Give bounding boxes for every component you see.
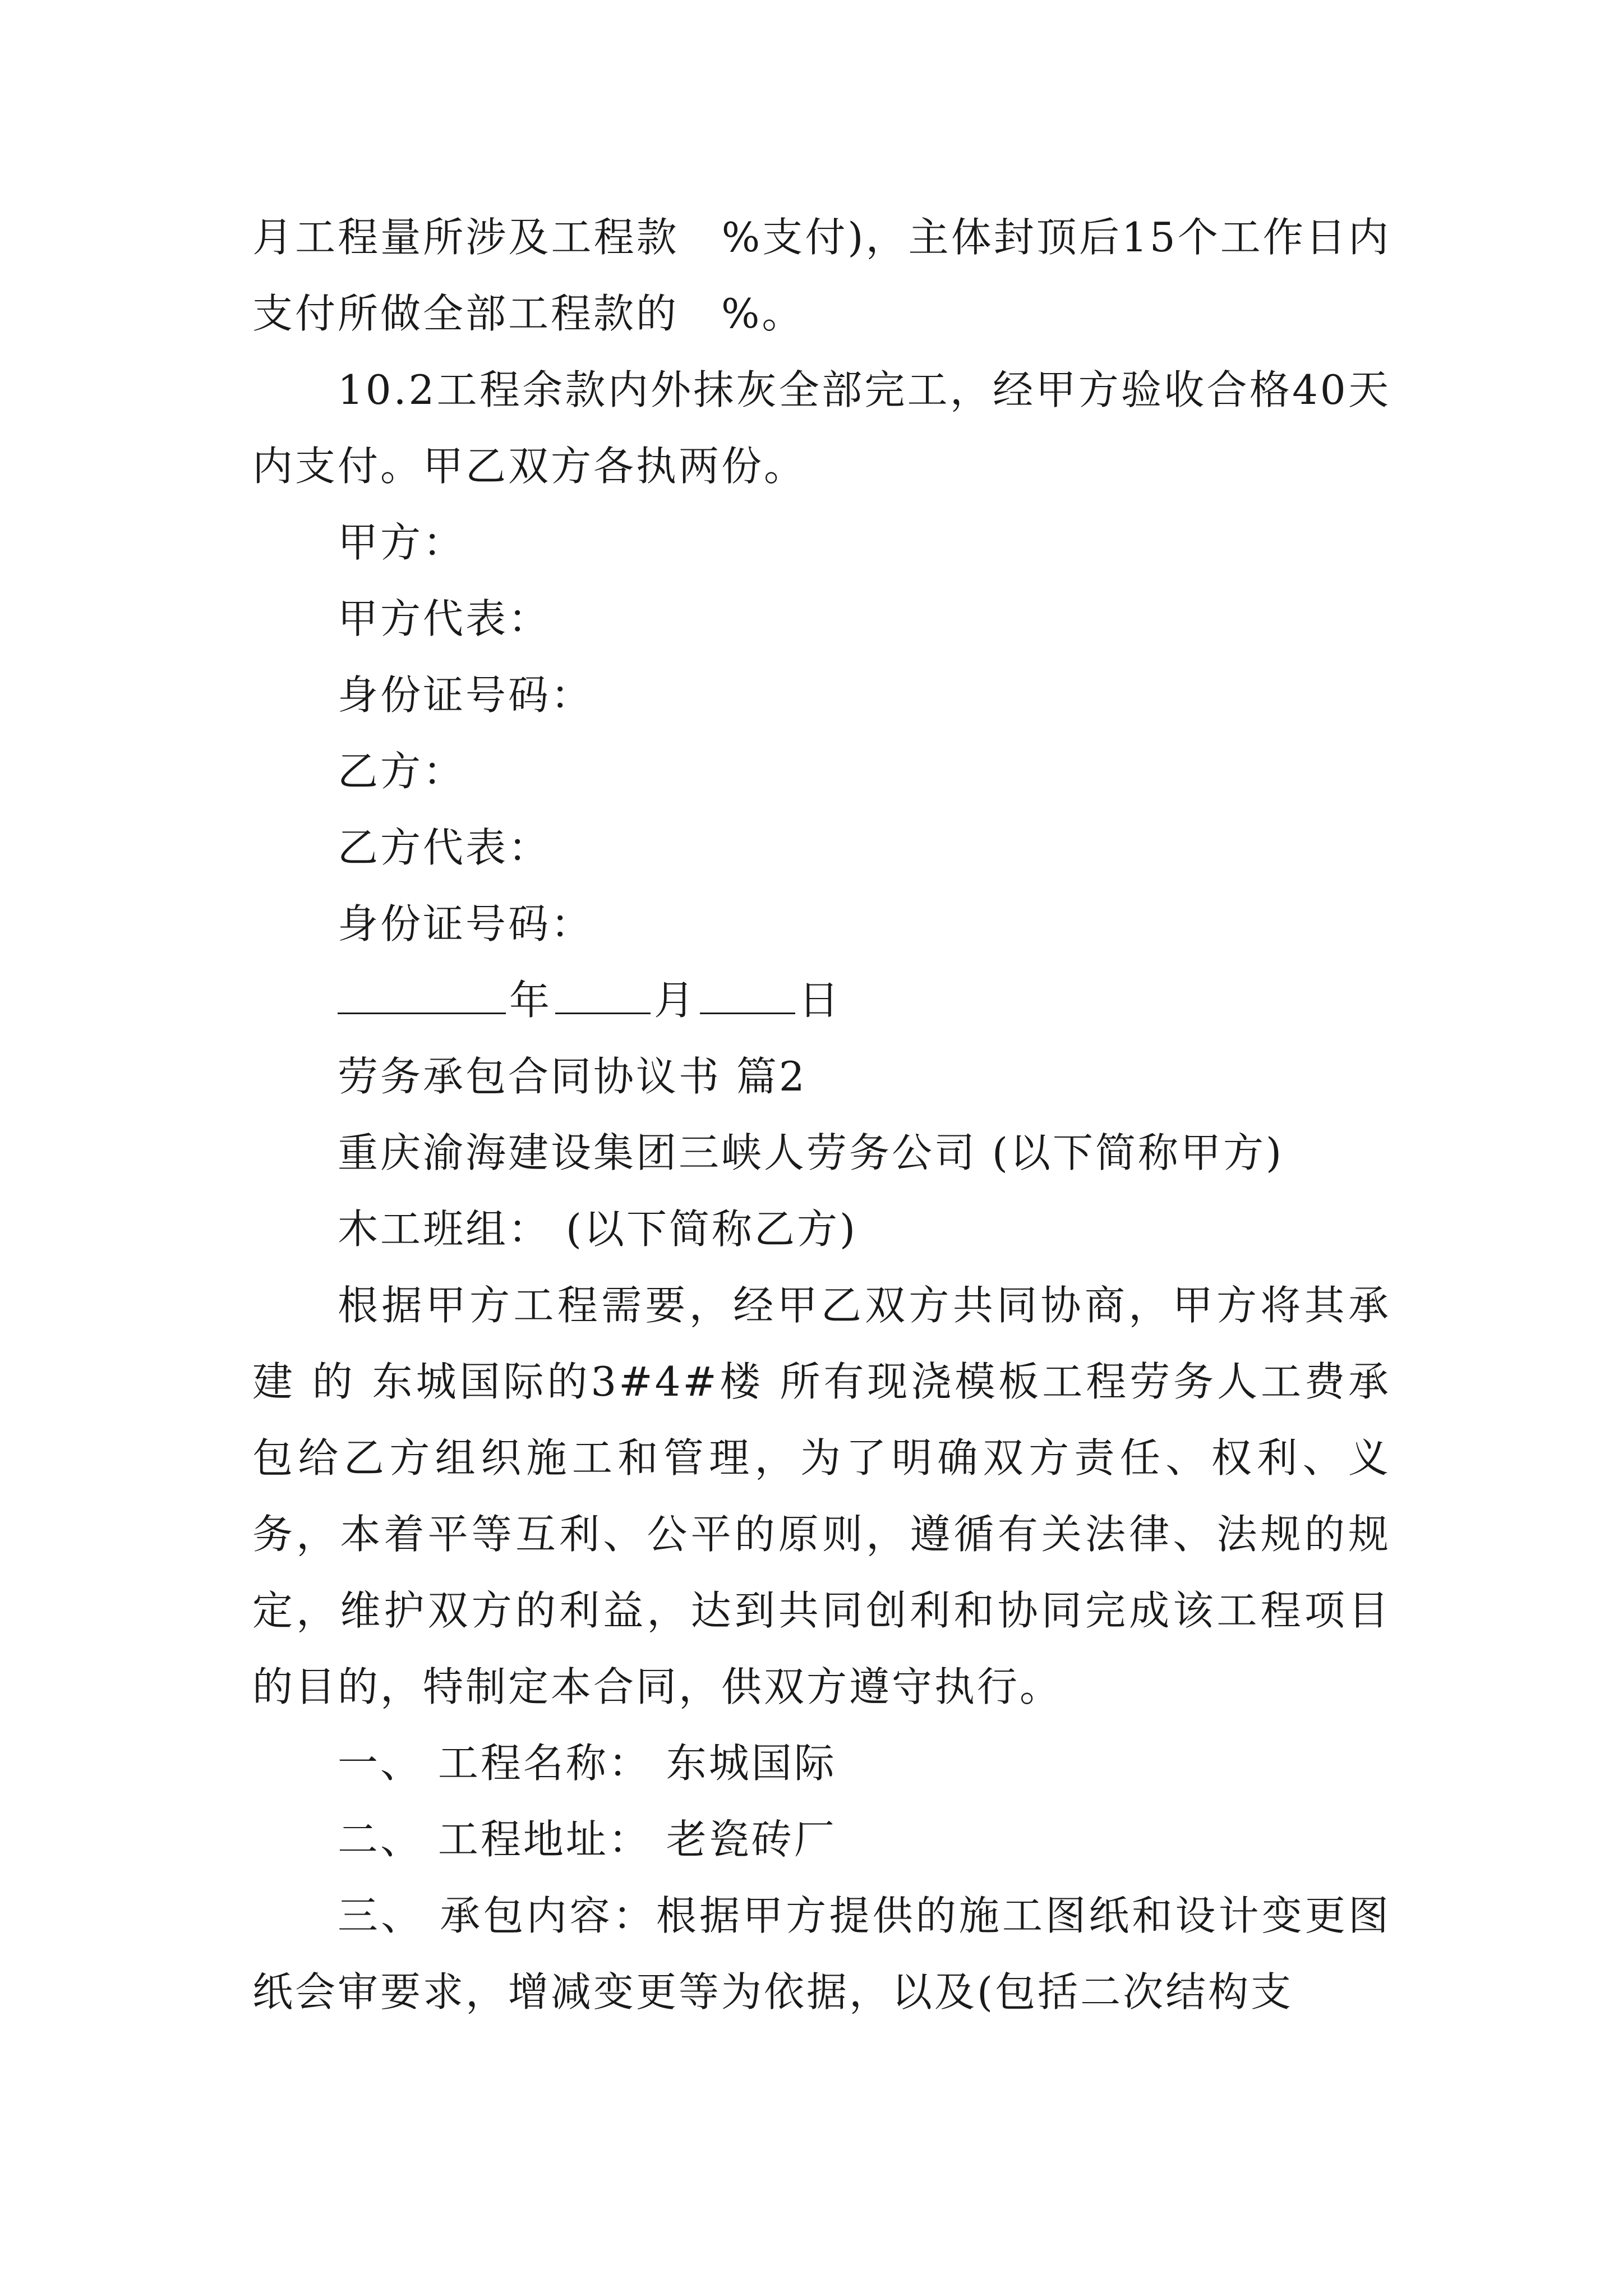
paragraph-agreement-basis: 根据甲方工程需要，经甲乙双方共同协商，甲方将其承建 的 东城国际的3#4#楼 所有现浇模板工程劳务人工费承包给乙方组织施工和管理，为了明确双方责任、权利、义务，本着平等互利、公平的原则，遵循有关法律、法规的规定，维护双方的利益，达到共同创利和协同完成该工程项目的目的，特制定本合同，供双方遵守执行。 — [252, 1282, 1391, 1710]
party-a-name: 重庆渝海建设集团三峡人劳务公司 (以下简称甲方) — [338, 1129, 1284, 1176]
month-label: 月 — [654, 977, 697, 1024]
year-blank — [338, 968, 506, 1014]
day-blank — [700, 968, 795, 1014]
paragraph-final-payment: 10.2工程余款内外抹灰全部完工，经甲方验收合格40天内支付。甲乙双方各执两份。 — [252, 366, 1391, 490]
clause-project-name: 一、 工程名称： 东城国际 — [338, 1740, 837, 1787]
party-a-representative-label: 甲方代表： — [338, 595, 551, 642]
date-line — [252, 962, 1391, 1038]
section-title: 劳务承包合同协议书 篇2 — [338, 1053, 807, 1100]
party-a-id-label: 身份证号码： — [338, 671, 594, 719]
party-b-id-label: 身份证号码： — [338, 900, 594, 947]
year-label: 年 — [509, 977, 552, 1024]
clause-project-address: 二、 工程地址： 老瓷砖厂 — [338, 1816, 837, 1863]
day-label: 日 — [799, 977, 842, 1024]
party-b-representative-label: 乙方代表： — [338, 824, 551, 871]
month-blank — [555, 968, 651, 1014]
party-b-name: 木工班组： (以下简称乙方) — [338, 1205, 858, 1253]
party-b-label: 乙方： — [338, 748, 466, 795]
document-body — [252, 199, 1391, 2030]
party-a-label: 甲方： — [338, 519, 466, 566]
clause-contract-scope: 三、 承包内容：根据甲方提供的施工图纸和设计变更图纸会审要求，增减变更等为依据，以及(包括二次结构支 — [252, 1892, 1391, 2016]
paragraph-payment-terms: 月工程量所涉及工程款 %支付)，主体封顶后15个工作日内支付所做全部工程款的 %。 — [252, 214, 1391, 337]
